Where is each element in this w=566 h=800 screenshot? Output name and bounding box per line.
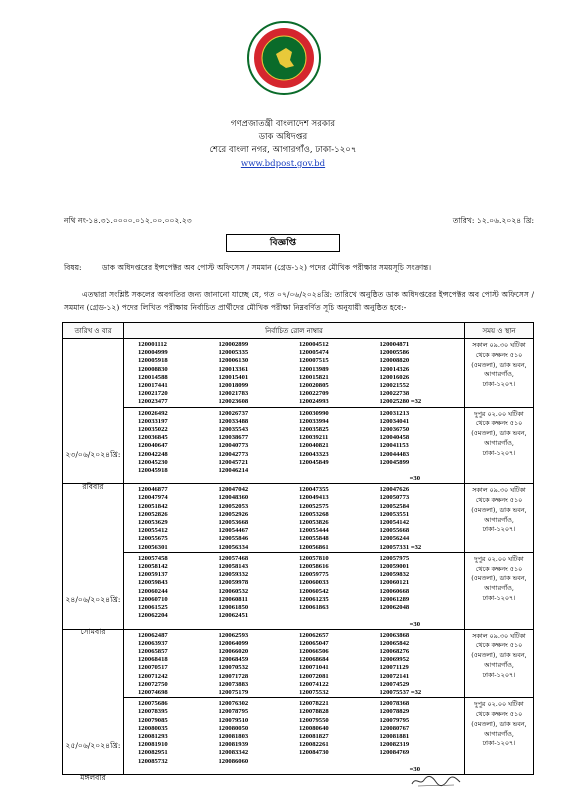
roll-number: 120057975	[379, 554, 410, 562]
roll-number: 120060811	[218, 595, 248, 603]
roll-number: 120018099	[218, 382, 249, 390]
roll-number: 120064099	[218, 639, 249, 647]
notice-title: বিজ্ঞপ্তি	[226, 234, 340, 252]
roll-number: 120047355	[299, 486, 329, 494]
roll-number: 120004871	[379, 341, 410, 348]
roll-number: 120031213	[379, 409, 410, 417]
roll-number: 120074529	[379, 680, 410, 688]
roll-number: 120078368	[379, 700, 410, 708]
subject-label: বিষয়:	[64, 263, 82, 272]
roll-number: 120035825	[299, 426, 329, 434]
roll-number: 120013361	[218, 365, 249, 373]
government-seal-logo	[246, 20, 322, 96]
roll-number: 120017441	[138, 382, 168, 390]
roll-number: 120058142	[138, 563, 168, 571]
roll-number: 120078395	[138, 708, 168, 716]
roll-number: 120053551	[379, 510, 410, 518]
roll-number: 120055675	[138, 535, 168, 543]
roll-number: 120065047	[299, 639, 329, 647]
roll-number: 120020805	[299, 382, 329, 390]
roll-number: 120060121	[379, 579, 410, 587]
roll-number: 120080767	[379, 724, 410, 732]
roll-number: 120060532	[218, 587, 249, 595]
roll-number: 120016026	[379, 373, 410, 381]
roll-number: 120059978	[218, 579, 249, 587]
date-cell	[63, 339, 124, 491]
roll-number: 120078795	[218, 708, 249, 716]
roll-number: 120059832	[379, 571, 410, 579]
roll-number: 120025280 =32	[379, 398, 422, 406]
roll-number: 120083342	[218, 749, 249, 757]
roll-number: 120056334	[218, 543, 249, 551]
roll-number: 120066506	[299, 647, 329, 655]
roll-number: 120068276	[379, 647, 410, 655]
roll-number: 120007515	[299, 357, 329, 365]
roll-number: 120080050	[218, 724, 249, 732]
weekday-text: মঙ্গলবার	[80, 772, 106, 782]
govt-name: গণপ্রজাতন্ত্রী বাংলাদেশ সরকার	[230, 119, 336, 129]
roll-number: 120056861	[299, 543, 329, 551]
roll-number: 120061289	[379, 595, 410, 603]
roll-number: 120005474	[299, 349, 329, 357]
roll-grid	[124, 408, 464, 476]
date-cell	[63, 629, 124, 782]
roll-number: 120002899	[218, 341, 249, 348]
roll-number: 120047042	[218, 486, 249, 494]
roll-number	[380, 612, 461, 620]
roll-cell	[124, 698, 465, 775]
roll-number: 120060033	[299, 579, 329, 587]
roll-number: 120030990	[299, 409, 329, 417]
roll-number: 120048360	[218, 494, 249, 502]
time-venue-cell: সকাল ০৯.৩০ ঘটিকা থেকে কক্ষনং ৫১০ (৫মতলা), ডাক ভবন, আগারগাঁও, ঢাকা-১২০৭।	[465, 339, 534, 408]
schedule-table	[62, 322, 534, 782]
roll-number	[299, 467, 380, 475]
roll-number: 120052826	[138, 510, 168, 518]
roll-cell	[124, 484, 465, 553]
roll-number: 120059775	[299, 571, 329, 579]
roll-number	[299, 758, 380, 766]
roll-number: 120071242	[138, 672, 168, 680]
roll-number: 120053629	[138, 519, 168, 527]
roll-number: 120026492	[138, 409, 168, 417]
roll-number: 120072141	[379, 672, 410, 680]
roll-number: 120057468	[218, 554, 249, 562]
roll-grid	[124, 339, 464, 407]
roll-number: 120040773	[218, 442, 249, 450]
roll-number: 120082951	[138, 749, 168, 757]
roll-grid	[124, 630, 464, 698]
roll-number: 120068418	[138, 656, 168, 664]
roll-cell	[124, 407, 465, 484]
roll-number: 120024993	[299, 398, 329, 406]
roll-number: 120040647	[138, 442, 168, 450]
roll-count: =30	[409, 765, 420, 773]
roll-number: 120036750	[379, 426, 410, 434]
roll-number: 120041153	[379, 442, 409, 450]
roll-number	[299, 612, 380, 620]
roll-number: 120052926	[218, 510, 249, 518]
roll-number: 120052053	[218, 502, 249, 510]
roll-number: 120081881	[379, 732, 410, 740]
roll-number: 120062048	[379, 604, 410, 612]
table-header-row	[63, 323, 534, 339]
address: শেরে বাংলা নগর, আগারগাঁও, ঢাকা-১২০৭	[209, 145, 357, 155]
table-row	[63, 698, 534, 775]
roll-number: 120081827	[299, 732, 329, 740]
roll-number: 120068684	[299, 656, 329, 664]
roll-number: 120004999	[138, 349, 168, 357]
roll-number: 120043323	[299, 450, 329, 458]
roll-number: 120022738	[379, 390, 410, 398]
roll-number: 120082319	[379, 741, 410, 749]
roll-number: 120006130	[218, 357, 249, 365]
roll-number: 120050773	[379, 494, 410, 502]
roll-number: 120075179	[218, 688, 249, 696]
roll-number: 120079510	[218, 716, 249, 724]
roll-number: 120059137	[138, 571, 168, 579]
signature-image	[410, 772, 462, 788]
roll-number: 120071041	[299, 664, 329, 672]
roll-number: 120047974	[138, 494, 168, 502]
roll-number: 120062451	[218, 612, 249, 620]
roll-number: 120058616	[299, 563, 329, 571]
roll-number: 120063937	[138, 639, 168, 647]
roll-number: 120061863	[299, 604, 329, 612]
memo-reference: নথি নং-১৪.৩১.০০০০.০১২.০০.০০২.২৩	[64, 216, 192, 225]
roll-number: 120078829	[379, 708, 410, 716]
roll-number: 120046877	[138, 486, 168, 494]
roll-number: 120072750	[138, 680, 168, 688]
roll-number: 120038677	[218, 434, 249, 442]
roll-number: 120057458	[138, 554, 168, 562]
roll-number: 120056301	[138, 543, 168, 551]
roll-number: 120061235	[299, 595, 329, 603]
roll-number: 120074122	[299, 680, 329, 688]
roll-number: 120042773	[218, 450, 249, 458]
weekday-text: রবিবার	[82, 482, 104, 491]
roll-number	[380, 758, 461, 766]
header-rolls: নির্বাচিত রোল নাম্বার	[124, 323, 465, 339]
table-row	[63, 484, 534, 553]
roll-number: 120035543	[218, 426, 249, 434]
roll-number: 120008820	[379, 357, 410, 365]
roll-number: 120057331 =32	[379, 543, 422, 551]
roll-number: 120084730	[299, 749, 329, 757]
roll-number: 120079550	[299, 716, 329, 724]
roll-number: 120039211	[299, 434, 329, 442]
roll-number: 120078221	[299, 700, 329, 708]
roll-number: 120040458	[379, 434, 410, 442]
roll-number: 120034041	[379, 417, 410, 425]
roll-number: 120013989	[299, 365, 329, 373]
roll-count: =30	[409, 475, 420, 483]
roll-number: 120004512	[299, 341, 329, 348]
roll-number: 120036845	[138, 434, 168, 442]
roll-number: 120071728	[218, 672, 249, 680]
roll-grid	[124, 553, 464, 621]
roll-number: 120008830	[138, 365, 168, 373]
roll-number: 120045899	[379, 458, 410, 466]
roll-number: 120045849	[299, 458, 329, 466]
time-venue-cell: দুপুর ০২.০০ ঘটিকা থেকে কক্ষনং ৫১০ (৫মতলা), ডাক ভবন, আগারগাঁও, ঢাকা-১২০৭।	[465, 407, 534, 484]
roll-number: 120070517	[138, 664, 168, 672]
roll-number: 120026737	[218, 409, 249, 417]
roll-number: 120076302	[218, 700, 249, 708]
time-venue-cell: সকাল ০৯.৩০ ঘটিকা থেকে কক্ষনং ৫১০ (৫মতলা), ডাক ভবন, আগারগাঁও, ঢাকা-১২০৭।	[465, 629, 534, 698]
roll-number: 120063868	[379, 631, 410, 639]
roll-number: 120059843	[138, 579, 168, 587]
roll-number: 120062657	[299, 631, 329, 639]
date-cell	[63, 484, 124, 637]
roll-number: 120080035	[138, 724, 168, 732]
roll-number: 120062593	[218, 631, 249, 639]
roll-number: 120033994	[299, 417, 329, 425]
roll-number: 120072081	[299, 672, 329, 680]
roll-number: 120062204	[138, 612, 168, 620]
schedule-body	[63, 339, 534, 782]
roll-grid	[124, 698, 464, 766]
date-text: ২৫/০৬/২০২৪খ্রি:	[65, 740, 121, 750]
roll-number: 120053268	[299, 510, 329, 518]
time-venue-cell: সকাল ০৯.৩০ ঘটিকা থেকে কক্ষনং ৫১০ (৫মতলা), ডাক ভবন, আগারগাঁও, ঢাকা-১২০৭।	[465, 484, 534, 553]
roll-number: 120069952	[379, 656, 410, 664]
roll-number: 120055444	[299, 527, 329, 535]
table-row	[63, 552, 534, 629]
roll-cell	[124, 629, 465, 698]
roll-number: 120021720	[138, 390, 168, 398]
roll-number: 120059332	[218, 571, 249, 579]
subject-line	[64, 262, 534, 275]
roll-number: 120062487	[138, 631, 168, 639]
roll-number: 120033197	[138, 417, 168, 425]
table-row	[63, 629, 534, 698]
roll-number: 120055668	[379, 527, 410, 535]
roll-number: 120060542	[299, 587, 329, 595]
website-link[interactable]: www.bdpost.gov.bd	[240, 159, 326, 169]
roll-number: 120071129	[379, 664, 409, 672]
roll-number: 120073883	[218, 680, 249, 688]
roll-number: 120070532	[218, 664, 249, 672]
roll-number: 120022709	[299, 390, 329, 398]
roll-number: 120035022	[138, 426, 168, 434]
roll-number: 120055848	[299, 535, 329, 543]
roll-number: 120065857	[138, 647, 168, 655]
notice-body: এতদ্বারা সংশ্লিষ্ট সকলের অবগতির জন্য জানানো যাচ্ছে যে, গত ০৭/০৬/২০২৪খ্রি: তারিখে অনুষ্ঠিত ডাক অধিদপ্তরের ইন্সপেক্টর অব পোস্ট অফিসেস / সমমান (গ্রেড-১২) পদের লিখিত পরীক্ষায় নির্বাচিত প্রার্থীদের মৌখিক পরীক্ষা নিম্নবর্ণিত সূচি অনুযায়ী অনুষ্ঠিত হবে:-	[64, 290, 534, 312]
roll-number: 120086060	[218, 757, 249, 765]
roll-number	[380, 467, 461, 475]
roll-number: 120014588	[138, 373, 168, 381]
roll-number: 120023477	[138, 398, 168, 406]
roll-number: 120033488	[218, 417, 249, 425]
roll-number: 120061525	[138, 604, 168, 612]
roll-number: 120045230	[138, 458, 168, 466]
roll-number: 120045721	[218, 458, 249, 466]
roll-number: 120081910	[138, 741, 168, 749]
roll-number: 120005918	[138, 357, 168, 365]
roll-number: 120085732	[138, 757, 168, 765]
roll-number: 120081293	[138, 732, 168, 740]
roll-cell	[124, 339, 465, 408]
roll-number: 120081939	[218, 741, 249, 749]
roll-number: 120075686	[138, 700, 168, 708]
roll-number: 120075532	[299, 688, 329, 696]
table-row	[63, 339, 534, 408]
roll-number: 120021552	[379, 382, 410, 390]
roll-number: 120047626	[379, 486, 410, 494]
roll-number: 120060668	[379, 587, 410, 595]
roll-number: 120055846	[218, 535, 249, 543]
roll-number: 120079795	[379, 716, 410, 724]
roll-number: 120068459	[218, 656, 249, 664]
time-venue-cell: দুপুর ০২.০০ ঘটিকা থেকে কক্ষনং ৫১০ (৫মতলা), ডাক ভবন, আগারগাঁও, ঢাকা-১২০৭।	[465, 698, 534, 775]
roll-number: 120075537 =32	[379, 688, 422, 696]
roll-number: 120078828	[299, 708, 329, 716]
roll-count: =30	[409, 620, 420, 628]
roll-number: 120084769	[379, 749, 410, 757]
roll-number: 120005335	[218, 349, 249, 357]
roll-number: 120055412	[138, 527, 168, 535]
header-date: তারিখ ও বার	[63, 323, 124, 339]
roll-number: 120061850	[218, 604, 249, 612]
roll-number: 120015821	[299, 373, 329, 381]
roll-number: 120005586	[379, 349, 410, 357]
roll-number: 120053668	[218, 519, 249, 527]
roll-grid	[124, 484, 464, 552]
roll-number: 120023608	[218, 398, 249, 406]
roll-number: 120045918	[138, 467, 168, 475]
roll-number: 120082261	[299, 741, 329, 749]
weekday-text: সোমবার	[80, 627, 106, 637]
subject-text: ডাক অধিদপ্তরের ইন্সপেক্টর অব পোস্ট অফিসেস / সমমান (গ্রেড-১২) পদের মৌখিক পরীক্ষার সময়সূচি সংক্রান্ত।	[102, 263, 432, 272]
roll-cell	[124, 552, 465, 629]
time-venue-cell: দুপুর ০২.০০ ঘটিকা থেকে কক্ষনং ৫১০ (৫মতলা), ডাক ভবন, আগারগাঁও, ঢাকা-১২০৭।	[465, 552, 534, 629]
roll-number: 120056244	[379, 535, 410, 543]
department-name: ডাক অধিদপ্তর	[258, 132, 308, 142]
roll-number: 120052575	[299, 502, 329, 510]
roll-number: 120051842	[138, 502, 168, 510]
roll-number: 120046214	[218, 467, 249, 475]
table-row	[63, 407, 534, 484]
roll-number: 120040821	[299, 442, 329, 450]
roll-number: 120059001	[379, 563, 410, 571]
header-time: সময় ও স্থান	[465, 323, 534, 339]
roll-number: 120080640	[299, 724, 329, 732]
memo-date: তারিখ: ১২.০৬.২০২৪ খ্রি:	[452, 216, 534, 225]
roll-number: 120049413	[299, 494, 329, 502]
roll-number: 120054467	[218, 527, 249, 535]
roll-number: 120053826	[299, 519, 329, 527]
roll-number: 120015401	[218, 373, 249, 381]
date-text: ২৩/০৬/২০২৪খ্রি:	[65, 450, 121, 459]
roll-number: 120001112	[138, 341, 167, 348]
roll-number: 120042248	[138, 450, 168, 458]
roll-number: 120014326	[379, 365, 410, 373]
date-text: ২৪/০৬/২০২৪খ্রি:	[65, 595, 121, 605]
roll-number: 120021783	[218, 390, 249, 398]
roll-number: 120060244	[138, 587, 168, 595]
roll-number: 120058143	[218, 563, 249, 571]
roll-number: 120054142	[379, 519, 410, 527]
roll-number: 120044483	[379, 450, 410, 458]
roll-number: 120081803	[218, 732, 249, 740]
roll-number: 120060710	[138, 595, 168, 603]
roll-number: 120066020	[218, 647, 249, 655]
roll-number: 120065842	[379, 639, 410, 647]
roll-number: 120057810	[299, 554, 329, 562]
roll-number: 120079085	[138, 716, 168, 724]
roll-number: 120052584	[379, 502, 410, 510]
roll-number: 120074698	[138, 688, 168, 696]
